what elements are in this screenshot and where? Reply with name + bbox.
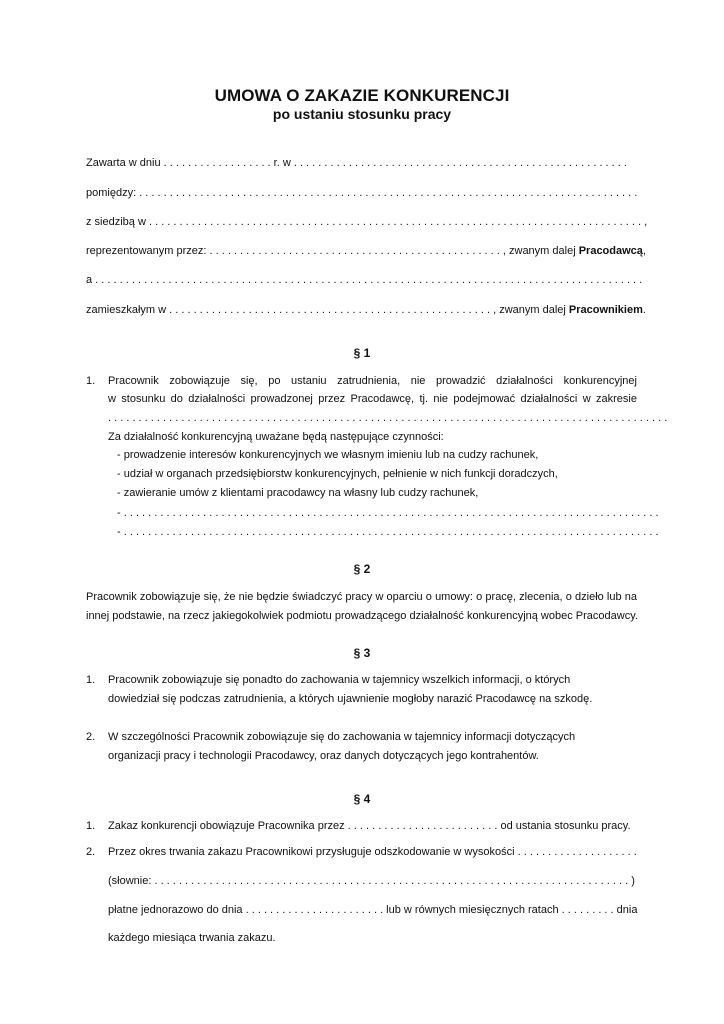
section-4-item-2-line-1: Przez okres trwania zakazu Pracownikowi przysługuje odszkodowanie w wysokości . . . . . . . . . . . . . . . . . . . . <box>108 846 637 858</box>
section-1-bullet: - . . . . . . . . . . . . . . . . . . . . . . . . . . . . . . . . . . . . . . . . . . . . . . . . . . . . . . . . . . . . . . . . . . . . . . . . . . . . . . . . . . . . . . . . <box>117 507 659 519</box>
employee-term: Pracownikiem <box>568 304 643 316</box>
section-3-item-1-number: 1. <box>86 674 96 686</box>
between-line: pomiędzy: . . . . . . . . . . . . . . . . . . . . . . . . . . . . . . . . . . . . . . . . . . . . . . . . . . . . . . . . . . . . . . . . . . . . . . . . . . . . . . . . . . <box>86 187 638 199</box>
section-4-heading: § 4 <box>353 792 371 806</box>
residing-text: zamieszkałym w . . . . . . . . . . . . . . . . . . . . . . . . . . . . . . . . . . . . . . . . . . . . . . . . . . . . . , zwanym dalej <box>86 304 569 316</box>
section-4-item-2-last-line: każdego miesiąca trwania zakazu. <box>108 932 276 944</box>
section-4-item-1-number: 1. <box>86 820 96 832</box>
section-4-item-2-amount-in-words: (słownie: . . . . . . . . . . . . . . . . . . . . . . . . . . . . . . . . . . . . . . . . . . . . . . . . . . . . . . . . . . . . . . . . . . . . . . . . . . . . . . ) <box>108 875 635 887</box>
seat-line: z siedzibą w . . . . . . . . . . . . . . . . . . . . . . . . . . . . . . . . . . . . . . . . . . . . . . . . . . . . . . . . . . . . . . . . . . . . . . . . . . . . . . . . . , <box>86 216 648 228</box>
section-3-item-1-line-1: Pracownik zobowiązuje się ponadto do zachowania w tajemnicy wszelkich informacji, o których <box>108 674 571 686</box>
section-2-paragraph-line-1: Pracownik zobowiązuje się, że nie będzie świadczyć pracy w oparciu o umowy: o pracę, zlecenia, o dzieło lub na <box>86 591 637 603</box>
represented-by-end: , <box>642 245 646 257</box>
residing-end: . <box>642 304 646 316</box>
document-title: UMOWA O ZAKAZIE KONKURENCJI <box>214 86 510 105</box>
section-1-paragraph-line-1: Pracownik zobowiązuje się, po ustaniu zatrudnienia, nie prowadzić działalności konkurencyjnej <box>108 375 637 387</box>
employer-term: Pracodawcą <box>578 245 643 257</box>
section-3-item-2-line-1: W szczególności Pracownik zobowiązuje się do zachowania w tajemnicy informacji dotyczących <box>108 731 576 743</box>
section-4-item-2-payment-line: płatne jednorazowo do dnia . . . . . . . . . . . . . . . . . . . . . . . lub w równych miesięcznych ratach . . . . . . . . . dnia <box>108 904 638 916</box>
contract-date-place-line: Zawarta w dniu . . . . . . . . . . . . . . . . . . r. w . . . . . . . . . . . . . . . . . . . . . . . . . . . . . . . . . . . . . . . . . . . . . . . . . . . . . . . <box>86 157 627 169</box>
section-1-bullet: - . . . . . . . . . . . . . . . . . . . . . . . . . . . . . . . . . . . . . . . . . . . . . . . . . . . . . . . . . . . . . . . . . . . . . . . . . . . . . . . . . . . . . . . . <box>117 526 659 538</box>
section-4-item-2-number: 2. <box>86 846 96 858</box>
section-3-item-2-number: 2. <box>86 731 96 743</box>
section-1-activities-intro: Za działalność konkurencyjną uważane będą następujące czynności: <box>108 431 444 443</box>
section-3-item-1-line-2: dowiedział się podczas zatrudnienia, a których ujawnienie mogłoby narazić Pracodawcę na szkodę. <box>108 693 593 705</box>
section-2-paragraph-line-2: innej podstawie, na rzecz jakiegokolwiek podmiotu prowadzącego działalność konkurencyjną wobec Pracodawcy. <box>86 610 638 622</box>
section-1-bullet: - zawieranie umów z klientami pracodawcy na własny lub cudzy rachunek, <box>117 487 479 499</box>
document-subtitle: po ustaniu stosunku pracy <box>272 106 452 122</box>
section-1-item-number: 1. <box>86 375 96 387</box>
and-line: a . . . . . . . . . . . . . . . . . . . . . . . . . . . . . . . . . . . . . . . . . . . . . . . . . . . . . . . . . . . . . . . . . . . . . . . . . . . . . . . . . . . . . . . . . . <box>86 274 643 286</box>
section-3-heading: § 3 <box>353 646 371 660</box>
section-4-item-1-text: Zakaz konkurencji obowiązuje Pracownika przez . . . . . . . . . . . . . . . . . . . . . . . . . od ustania stosunku pracy. <box>108 820 631 832</box>
section-1-bullet: - prowadzenie interesów konkurencyjnych we własnym imieniu lub na cudzy rachunek, <box>117 449 539 461</box>
section-1-heading: § 1 <box>353 346 371 360</box>
residing-line <box>86 303 646 317</box>
section-1-bullet: - udział w organach przedsiębiorstw konkurencyjnych, pełnienie w nich funkcji doradczych, <box>117 468 558 480</box>
section-2-heading: § 2 <box>353 562 371 576</box>
section-1-scope-blank: . . . . . . . . . . . . . . . . . . . . . . . . . . . . . . . . . . . . . . . . . . . . . . . . . . . . . . . . . . . . . . . . . . . . . . . . . . . . . . . . . . . . . . . . . . . . <box>108 412 668 424</box>
section-1-paragraph-line-2: w stosunku do działalności prowadzonej przez Pracodawcę, tj. nie podejmować działalności w zakresie <box>108 393 637 405</box>
represented-by-text: reprezentowanym przez: . . . . . . . . . . . . . . . . . . . . . . . . . . . . . . . . . . . . . . . . . . . . . . . . , zwanym dalej <box>86 245 579 257</box>
section-3-item-2-line-2: organizacji pracy i technologii Pracodawcy, oraz danych dotyczących jego kontrahentów. <box>108 750 539 762</box>
represented-by-line <box>86 244 646 258</box>
